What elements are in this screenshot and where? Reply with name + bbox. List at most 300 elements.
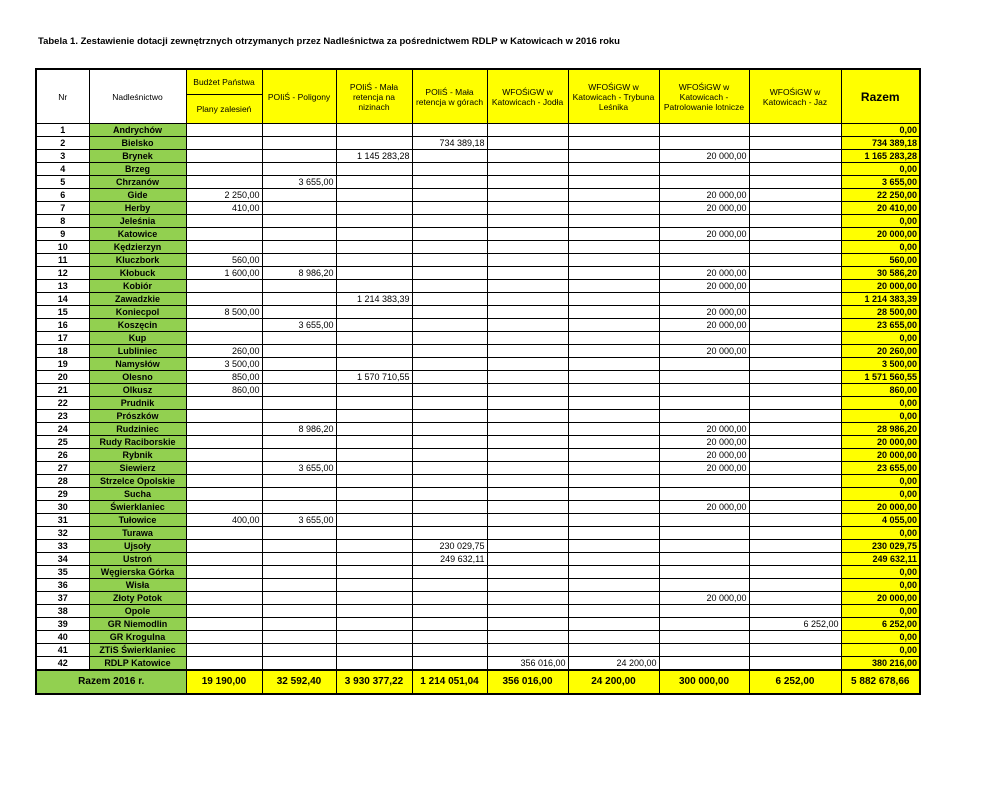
row-nadlesnictwo: Brynek — [89, 150, 186, 163]
row-nr: 1 — [36, 124, 89, 137]
row-jodla — [487, 124, 568, 137]
row-nr: 22 — [36, 397, 89, 410]
row-trybuna — [568, 306, 659, 319]
row-budzet: 560,00 — [186, 254, 262, 267]
row-razem: 0,00 — [841, 124, 920, 137]
row-poligony — [262, 579, 336, 592]
row-razem: 0,00 — [841, 644, 920, 657]
row-budzet — [186, 293, 262, 306]
row-gory — [412, 618, 487, 631]
row-razem: 20 000,00 — [841, 280, 920, 293]
row-poligony — [262, 657, 336, 671]
row-jaz — [749, 631, 841, 644]
row-patrol — [659, 384, 749, 397]
row-nadlesnictwo: Rybnik — [89, 449, 186, 462]
row-niziny — [336, 657, 412, 671]
table-row — [36, 644, 920, 657]
row-nr: 6 — [36, 189, 89, 202]
row-nr: 21 — [36, 384, 89, 397]
row-niziny — [336, 423, 412, 436]
table-row — [36, 514, 920, 527]
table-row — [36, 332, 920, 345]
row-budzet — [186, 475, 262, 488]
table-row — [36, 241, 920, 254]
row-nadlesnictwo: Chrzanów — [89, 176, 186, 189]
row-niziny — [336, 345, 412, 358]
header-nr: Nr — [36, 69, 89, 124]
row-gory — [412, 514, 487, 527]
row-gory — [412, 371, 487, 384]
row-niziny — [336, 228, 412, 241]
row-jaz — [749, 657, 841, 671]
row-jodla — [487, 332, 568, 345]
table-row — [36, 280, 920, 293]
row-nadlesnictwo: Kup — [89, 332, 186, 345]
row-razem: 0,00 — [841, 410, 920, 423]
row-niziny — [336, 384, 412, 397]
row-trybuna — [568, 553, 659, 566]
row-trybuna — [568, 540, 659, 553]
row-trybuna — [568, 488, 659, 501]
row-budzet — [186, 280, 262, 293]
row-gory — [412, 319, 487, 332]
row-jodla — [487, 371, 568, 384]
row-patrol: 20 000,00 — [659, 319, 749, 332]
row-razem: 20 000,00 — [841, 501, 920, 514]
subsidy-table — [35, 68, 921, 695]
table-row — [36, 150, 920, 163]
row-gory — [412, 124, 487, 137]
row-niziny: 1 214 383,39 — [336, 293, 412, 306]
table-body — [36, 124, 920, 671]
row-razem: 0,00 — [841, 527, 920, 540]
row-jaz — [749, 293, 841, 306]
row-poligony — [262, 371, 336, 384]
row-trybuna — [568, 514, 659, 527]
row-razem: 23 655,00 — [841, 319, 920, 332]
row-trybuna — [568, 280, 659, 293]
row-poligony — [262, 293, 336, 306]
row-nr: 38 — [36, 605, 89, 618]
table-row — [36, 605, 920, 618]
row-jodla — [487, 514, 568, 527]
row-niziny — [336, 306, 412, 319]
row-nr: 34 — [36, 553, 89, 566]
row-razem: 1 571 560,55 — [841, 371, 920, 384]
row-jodla — [487, 293, 568, 306]
row-razem: 0,00 — [841, 163, 920, 176]
row-gory — [412, 475, 487, 488]
row-razem: 0,00 — [841, 332, 920, 345]
row-jodla — [487, 592, 568, 605]
row-niziny — [336, 566, 412, 579]
header-wfos-jaz: WFOŚiGW w Katowicach - Jaz — [749, 69, 841, 124]
row-patrol — [659, 254, 749, 267]
row-budzet — [186, 566, 262, 579]
table-row — [36, 137, 920, 150]
row-budzet — [186, 527, 262, 540]
row-patrol — [659, 293, 749, 306]
row-gory — [412, 215, 487, 228]
row-gory — [412, 306, 487, 319]
row-budzet — [186, 488, 262, 501]
row-patrol: 20 000,00 — [659, 228, 749, 241]
row-poligony — [262, 540, 336, 553]
row-nadlesnictwo: Katowice — [89, 228, 186, 241]
row-gory — [412, 254, 487, 267]
row-patrol: 20 000,00 — [659, 189, 749, 202]
table-row — [36, 462, 920, 475]
row-poligony — [262, 137, 336, 150]
row-trybuna — [568, 449, 659, 462]
row-poligony — [262, 553, 336, 566]
row-patrol: 20 000,00 — [659, 423, 749, 436]
row-nr: 30 — [36, 501, 89, 514]
row-jodla — [487, 150, 568, 163]
row-niziny — [336, 124, 412, 137]
row-patrol: 20 000,00 — [659, 436, 749, 449]
row-nr: 36 — [36, 579, 89, 592]
row-gory — [412, 644, 487, 657]
row-trybuna — [568, 267, 659, 280]
row-nadlesnictwo: Olesno — [89, 371, 186, 384]
row-nadlesnictwo: Prószków — [89, 410, 186, 423]
row-niziny — [336, 202, 412, 215]
table-row — [36, 579, 920, 592]
row-jaz — [749, 280, 841, 293]
table-row — [36, 124, 920, 137]
row-jodla — [487, 202, 568, 215]
row-poligony — [262, 449, 336, 462]
row-poligony — [262, 228, 336, 241]
table-row — [36, 176, 920, 189]
row-patrol — [659, 163, 749, 176]
row-niziny — [336, 332, 412, 345]
row-niziny — [336, 514, 412, 527]
row-jaz — [749, 501, 841, 514]
total-poligony: 32 592,40 — [262, 670, 336, 694]
row-budzet — [186, 449, 262, 462]
row-budzet — [186, 397, 262, 410]
row-jaz — [749, 644, 841, 657]
row-razem: 1 165 283,28 — [841, 150, 920, 163]
row-gory — [412, 358, 487, 371]
row-nadlesnictwo: Jeleśnia — [89, 215, 186, 228]
row-budzet — [186, 423, 262, 436]
row-nr: 23 — [36, 410, 89, 423]
row-poligony — [262, 189, 336, 202]
row-niziny: 1 145 283,28 — [336, 150, 412, 163]
row-trybuna — [568, 202, 659, 215]
row-jaz — [749, 488, 841, 501]
row-patrol — [659, 527, 749, 540]
header-budzet: Budżet Państwa — [186, 69, 262, 95]
row-gory — [412, 241, 487, 254]
row-poligony — [262, 436, 336, 449]
row-budzet: 1 600,00 — [186, 267, 262, 280]
row-gory — [412, 423, 487, 436]
row-jodla — [487, 462, 568, 475]
row-razem: 230 029,75 — [841, 540, 920, 553]
row-poligony — [262, 644, 336, 657]
row-budzet — [186, 124, 262, 137]
row-niziny — [336, 137, 412, 150]
row-jaz — [749, 371, 841, 384]
row-nr: 24 — [36, 423, 89, 436]
row-nadlesnictwo: Zawadzkie — [89, 293, 186, 306]
row-patrol: 20 000,00 — [659, 501, 749, 514]
row-nr: 40 — [36, 631, 89, 644]
row-nr: 12 — [36, 267, 89, 280]
total-budzet: 19 190,00 — [186, 670, 262, 694]
row-poligony — [262, 202, 336, 215]
row-jaz — [749, 358, 841, 371]
row-poligony: 3 655,00 — [262, 514, 336, 527]
row-budzet — [186, 618, 262, 631]
row-nadlesnictwo: ZTiS Świerklaniec — [89, 644, 186, 657]
row-trybuna — [568, 475, 659, 488]
row-nr: 4 — [36, 163, 89, 176]
row-nadlesnictwo: Opole — [89, 605, 186, 618]
row-jaz — [749, 540, 841, 553]
row-patrol — [659, 657, 749, 671]
row-budzet — [186, 644, 262, 657]
row-gory — [412, 592, 487, 605]
row-nr: 28 — [36, 475, 89, 488]
row-niziny — [336, 189, 412, 202]
row-razem: 0,00 — [841, 475, 920, 488]
total-row — [36, 670, 920, 694]
table-row — [36, 592, 920, 605]
row-jaz — [749, 124, 841, 137]
row-nr: 7 — [36, 202, 89, 215]
row-patrol — [659, 371, 749, 384]
row-nadlesnictwo: Kobiór — [89, 280, 186, 293]
row-poligony — [262, 384, 336, 397]
row-nr: 26 — [36, 449, 89, 462]
row-jaz — [749, 241, 841, 254]
row-gory — [412, 176, 487, 189]
row-jaz — [749, 384, 841, 397]
row-niziny — [336, 176, 412, 189]
row-poligony — [262, 345, 336, 358]
row-nr: 35 — [36, 566, 89, 579]
table-row — [36, 566, 920, 579]
row-trybuna — [568, 293, 659, 306]
row-poligony — [262, 397, 336, 410]
row-niziny — [336, 579, 412, 592]
row-razem: 249 632,11 — [841, 553, 920, 566]
row-budzet — [186, 176, 262, 189]
row-trybuna — [568, 527, 659, 540]
total-jaz: 6 252,00 — [749, 670, 841, 694]
row-jaz — [749, 553, 841, 566]
row-niziny — [336, 488, 412, 501]
row-budzet — [186, 410, 262, 423]
table-row — [36, 215, 920, 228]
row-jodla — [487, 241, 568, 254]
header-wfos-jodla: WFOŚiGW w Katowicach - Jodła — [487, 69, 568, 124]
row-nadlesnictwo: Wisła — [89, 579, 186, 592]
total-patrol: 300 000,00 — [659, 670, 749, 694]
row-gory — [412, 410, 487, 423]
row-trybuna — [568, 423, 659, 436]
row-nadlesnictwo: Złoty Potok — [89, 592, 186, 605]
row-budzet — [186, 137, 262, 150]
row-nr: 33 — [36, 540, 89, 553]
row-patrol: 20 000,00 — [659, 345, 749, 358]
table-row — [36, 618, 920, 631]
row-niziny — [336, 605, 412, 618]
table-row — [36, 501, 920, 514]
row-poligony — [262, 241, 336, 254]
row-nadlesnictwo: Namysłów — [89, 358, 186, 371]
row-nr: 16 — [36, 319, 89, 332]
row-budzet: 3 500,00 — [186, 358, 262, 371]
row-nadlesnictwo: Andrychów — [89, 124, 186, 137]
table-row — [36, 384, 920, 397]
row-jodla — [487, 280, 568, 293]
row-nr: 32 — [36, 527, 89, 540]
row-nadlesnictwo: Rudziniec — [89, 423, 186, 436]
row-jaz — [749, 475, 841, 488]
row-nadlesnictwo: Gide — [89, 189, 186, 202]
table-row — [36, 657, 920, 671]
row-gory — [412, 436, 487, 449]
row-gory: 734 389,18 — [412, 137, 487, 150]
table-row — [36, 540, 920, 553]
row-razem: 3 655,00 — [841, 176, 920, 189]
row-patrol — [659, 332, 749, 345]
row-nadlesnictwo: Ujsoły — [89, 540, 186, 553]
row-razem: 28 986,20 — [841, 423, 920, 436]
header-nadlesnictwo: Nadleśnictwo — [89, 69, 186, 124]
row-niziny — [336, 553, 412, 566]
row-poligony — [262, 605, 336, 618]
row-nr: 39 — [36, 618, 89, 631]
row-nadlesnictwo: Turawa — [89, 527, 186, 540]
row-jaz — [749, 150, 841, 163]
row-poligony — [262, 410, 336, 423]
table-row — [36, 254, 920, 267]
row-jaz — [749, 462, 841, 475]
row-niziny — [336, 410, 412, 423]
row-razem: 0,00 — [841, 215, 920, 228]
header-polis-mala-gory: POIiŚ - Mała retencja w górach — [412, 69, 487, 124]
row-nadlesnictwo: Prudnik — [89, 397, 186, 410]
row-jodla — [487, 228, 568, 241]
row-gory — [412, 462, 487, 475]
row-razem: 20 000,00 — [841, 228, 920, 241]
row-niziny — [336, 215, 412, 228]
row-patrol: 20 000,00 — [659, 449, 749, 462]
row-budzet — [186, 553, 262, 566]
row-poligony — [262, 358, 336, 371]
header-plany-zalesien: Plany zalesień — [186, 95, 262, 124]
total-jodla: 356 016,00 — [487, 670, 568, 694]
row-jaz — [749, 514, 841, 527]
row-razem: 0,00 — [841, 605, 920, 618]
table-row — [36, 189, 920, 202]
row-nadlesnictwo: Strzelce Opolskie — [89, 475, 186, 488]
table-row — [36, 488, 920, 501]
row-trybuna — [568, 358, 659, 371]
row-trybuna — [568, 592, 659, 605]
row-gory — [412, 280, 487, 293]
row-niziny — [336, 397, 412, 410]
row-jaz — [749, 254, 841, 267]
row-nr: 17 — [36, 332, 89, 345]
table-row — [36, 423, 920, 436]
row-trybuna — [568, 644, 659, 657]
row-trybuna — [568, 241, 659, 254]
row-razem: 3 500,00 — [841, 358, 920, 371]
row-budzet — [186, 436, 262, 449]
row-niziny — [336, 254, 412, 267]
row-poligony — [262, 475, 336, 488]
row-nadlesnictwo: Świerklaniec — [89, 501, 186, 514]
row-jaz — [749, 332, 841, 345]
table-row — [36, 306, 920, 319]
row-gory — [412, 397, 487, 410]
table-row — [36, 631, 920, 644]
row-patrol — [659, 644, 749, 657]
row-niziny — [336, 501, 412, 514]
row-jodla — [487, 436, 568, 449]
row-jodla — [487, 540, 568, 553]
row-trybuna — [568, 371, 659, 384]
row-budzet — [186, 241, 262, 254]
row-poligony — [262, 215, 336, 228]
row-niziny — [336, 540, 412, 553]
header-razem: Razem — [841, 69, 920, 124]
row-budzet — [186, 319, 262, 332]
row-trybuna — [568, 163, 659, 176]
row-poligony — [262, 150, 336, 163]
header-wfos-trybuna: WFOŚiGW w Katowicach - Trybuna Leśnika — [568, 69, 659, 124]
row-poligony: 8 986,20 — [262, 423, 336, 436]
row-nr: 42 — [36, 657, 89, 671]
row-gory — [412, 202, 487, 215]
row-nr: 8 — [36, 215, 89, 228]
row-razem: 6 252,00 — [841, 618, 920, 631]
table-title: Tabela 1. Zestawienie dotacji zewnętrznych otrzymanych przez Nadleśnictwa za pośrednictwem RDLP w Katowicach w 2016 roku — [38, 36, 620, 47]
row-nr: 29 — [36, 488, 89, 501]
row-razem: 0,00 — [841, 397, 920, 410]
row-jaz — [749, 267, 841, 280]
row-poligony — [262, 280, 336, 293]
row-razem: 560,00 — [841, 254, 920, 267]
row-patrol — [659, 397, 749, 410]
row-patrol: 20 000,00 — [659, 150, 749, 163]
row-razem: 20 000,00 — [841, 592, 920, 605]
row-patrol: 20 000,00 — [659, 280, 749, 293]
row-razem: 0,00 — [841, 241, 920, 254]
row-razem: 20 000,00 — [841, 436, 920, 449]
row-patrol — [659, 579, 749, 592]
row-trybuna — [568, 605, 659, 618]
row-razem: 22 250,00 — [841, 189, 920, 202]
row-nr: 41 — [36, 644, 89, 657]
table-row — [36, 267, 920, 280]
header-polis-poligony: POIiŚ - Poligony — [262, 69, 336, 124]
row-poligony — [262, 566, 336, 579]
total-gory: 1 214 051,04 — [412, 670, 487, 694]
row-budzet — [186, 462, 262, 475]
row-nr: 15 — [36, 306, 89, 319]
row-nr: 11 — [36, 254, 89, 267]
row-budzet: 850,00 — [186, 371, 262, 384]
